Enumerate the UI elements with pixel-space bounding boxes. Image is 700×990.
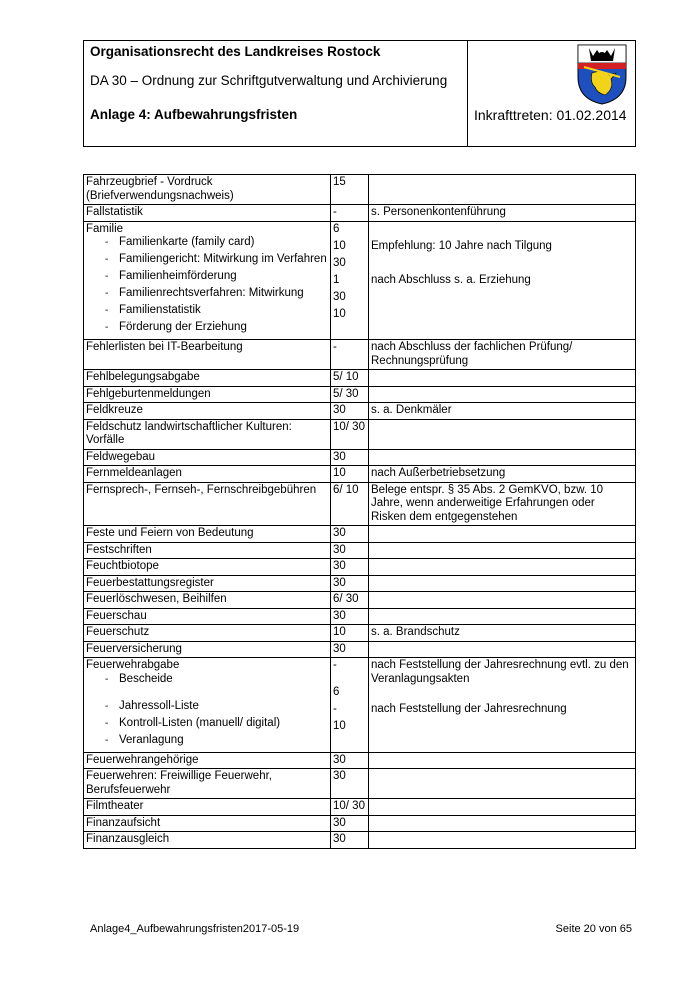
term-cell [84, 542, 331, 559]
header-divider [467, 41, 468, 146]
sub-item-note [371, 257, 633, 274]
table-row [84, 370, 636, 387]
period-text: 30 [333, 450, 346, 463]
term-text: Feuerlöschwesen, Beihilfen [86, 593, 227, 605]
period-text: 30 [333, 833, 346, 845]
note-text: nach Abschluss der fachlichen Prüfung/ Rechnungsprüfung [371, 341, 573, 367]
sub-item-period: 30 [333, 256, 346, 269]
note-text: Belege entspr. § 35 Abs. 2 GemKVO, bzw. 10 Jahre, wenn anderweitige Erfahrungen oder Risken dem entgegenstehen [371, 483, 604, 523]
note-cell [369, 542, 636, 559]
table-row [84, 832, 636, 849]
term-cell [84, 205, 331, 222]
note-cell [369, 221, 636, 340]
term-text: Feuerschutz [86, 626, 150, 638]
term-cell [84, 799, 331, 816]
term-text: Feldkreuze [86, 404, 143, 416]
sub-item-note [371, 308, 633, 325]
term-text: Fallstatistik [86, 206, 143, 218]
period-cell [331, 526, 369, 543]
sub-item-period: 6 [333, 222, 340, 235]
note-cell [369, 466, 636, 483]
sub-item [86, 270, 328, 287]
period-cell [331, 386, 369, 403]
period-cell [331, 542, 369, 559]
table-row [84, 340, 636, 370]
footer-page-number: Seite 20 von 65 [555, 923, 632, 935]
sub-item [86, 700, 328, 717]
sub-item [86, 717, 328, 734]
table-row [84, 526, 636, 543]
table-row [84, 608, 636, 625]
sub-item-note [371, 291, 633, 308]
term-text: Feldwegebau [86, 450, 156, 463]
term-cell [84, 221, 331, 340]
note-cell [369, 625, 636, 642]
period-text: 30 [333, 753, 346, 766]
period-text: 30 [333, 560, 346, 572]
term-text: Finanzausgleich [86, 833, 170, 845]
sub-item-period: 6 [333, 686, 340, 698]
sub-item [86, 236, 328, 253]
period-text: 6/ 30 [333, 593, 359, 605]
period-text: - [333, 206, 337, 218]
term-text: Feuerwehren: Freiwillige Feuerwehr, Berufsfeuerwehr [86, 770, 272, 796]
period-cell [331, 832, 369, 849]
period-text: 15 [333, 176, 346, 188]
term-text: Finanzaufsicht [86, 816, 161, 829]
header-annex: Anlage 4: Aufbewahrungsfristen [90, 107, 298, 122]
sub-item [86, 287, 328, 304]
period-cell [331, 175, 369, 205]
period-text: 30 [333, 576, 346, 589]
term-text: Fernsprech-, Fernseh-, Fernschreibgebühren [86, 483, 317, 496]
note-cell [369, 419, 636, 449]
period-text: 10/ 30 [333, 420, 365, 433]
period-cell [331, 449, 369, 466]
note-cell [369, 641, 636, 658]
sub-item [86, 734, 328, 751]
sub-item-term: Familienstatistik [119, 304, 201, 316]
term-cell [84, 386, 331, 403]
table-row [84, 769, 636, 799]
note-cell [369, 482, 636, 526]
period-text: 10 [333, 467, 346, 479]
period-text: 10 [333, 626, 346, 638]
term-cell [84, 658, 331, 753]
period-text: 30 [333, 609, 346, 622]
table-row [84, 466, 636, 483]
sub-item-period: - [333, 703, 337, 715]
sub-item [86, 253, 328, 270]
sub-item-term: Familiengericht: Mitwirkung im Verfahren [119, 253, 327, 265]
period-cell [331, 592, 369, 609]
sub-item-term: Jahressoll-Liste [119, 699, 199, 712]
sub-item-term: Familienrechtsverfahren: Mitwirkung [119, 287, 304, 299]
effective-date: Inkrafttreten: 01.02.2014 [474, 107, 627, 123]
table-row [84, 449, 636, 466]
note-cell [369, 403, 636, 420]
term-cell [84, 403, 331, 420]
sub-item-note: nach Feststellung der Jahresrechnung [371, 703, 567, 715]
period-cell [331, 403, 369, 420]
term-cell [84, 608, 331, 625]
note-cell [369, 658, 636, 753]
dash-marker: - [105, 254, 109, 265]
note-cell [369, 608, 636, 625]
header-subtitle: DA 30 – Ordnung zur Schriftgutverwaltung und Archivierung [90, 73, 448, 88]
table-row [84, 752, 636, 769]
term-cell [84, 575, 331, 592]
sub-item-note: nach Feststellung der Jahresrechnung evtl. zu den Veranlagungsakten [371, 659, 629, 685]
note-text: s. Personenkontenführung [371, 206, 506, 218]
table-row [84, 575, 636, 592]
term-cell [84, 175, 331, 205]
term-cell [84, 641, 331, 658]
note-cell [369, 526, 636, 543]
term-text: Familie [86, 222, 124, 235]
term-text: Feuerbestattungsregister [86, 576, 214, 589]
sub-item [86, 673, 328, 700]
period-cell [331, 340, 369, 370]
sub-item-note [371, 686, 633, 703]
period-text: 10/ 30 [333, 800, 365, 812]
note-cell [369, 449, 636, 466]
sub-item-period: 10 [333, 239, 346, 252]
sub-item-note: Empfehlung: 10 Jahre nach Tilgung [371, 239, 552, 252]
note-cell [369, 815, 636, 832]
term-text: Feuerwehrangehörige [86, 753, 199, 766]
note-cell [369, 575, 636, 592]
term-cell [84, 482, 331, 526]
period-cell [331, 752, 369, 769]
sub-item-term: Förderung der Erziehung [119, 321, 247, 333]
note-text: s. a. Brandschutz [371, 626, 460, 638]
term-text: Fernmeldeanlagen [86, 467, 182, 479]
period-cell [331, 575, 369, 592]
table-row [84, 625, 636, 642]
period-cell [331, 799, 369, 816]
period-cell [331, 419, 369, 449]
term-cell [84, 625, 331, 642]
table-row [84, 403, 636, 420]
note-cell [369, 832, 636, 849]
term-text: Feste und Feiern von Bedeutung [86, 527, 254, 539]
period-cell [331, 221, 369, 340]
period-cell [331, 205, 369, 222]
note-cell [369, 340, 636, 370]
dash-marker: - [105, 322, 109, 333]
term-cell [84, 815, 331, 832]
period-text: 30 [333, 816, 346, 829]
term-cell [84, 752, 331, 769]
period-text: 5/ 30 [333, 387, 359, 400]
table-row [84, 482, 636, 526]
term-text: Festschriften [86, 543, 152, 556]
term-cell [84, 592, 331, 609]
period-text: 30 [333, 642, 346, 655]
period-text: - [333, 341, 337, 353]
sub-item-term: Bescheide [119, 672, 173, 685]
sub-item-period: - [333, 659, 337, 671]
table-row [84, 658, 636, 753]
term-text: Fehlgeburtenmeldungen [86, 387, 211, 400]
sub-item [86, 304, 328, 321]
note-cell [369, 386, 636, 403]
table-row [84, 386, 636, 403]
table-row [84, 592, 636, 609]
table-row [84, 205, 636, 222]
sub-item-period: 10 [333, 720, 346, 732]
dash-marker: - [105, 271, 109, 282]
note-cell [369, 175, 636, 205]
table-row [84, 641, 636, 658]
table-row [84, 799, 636, 816]
dash-marker: - [105, 288, 109, 299]
note-cell [369, 205, 636, 222]
sub-item-period: 1 [333, 273, 340, 286]
period-cell [331, 815, 369, 832]
table-row [84, 175, 636, 205]
period-cell [331, 559, 369, 576]
term-cell [84, 769, 331, 799]
note-text: s. a. Denkmäler [371, 404, 452, 416]
term-text: Feuerwehrabgabe [86, 659, 180, 671]
period-cell [331, 466, 369, 483]
document-header [83, 40, 636, 147]
note-cell [369, 592, 636, 609]
table-row [84, 419, 636, 449]
header-title: Organisationsrecht des Landkreises Rostock [90, 44, 381, 59]
sub-item-period: 10 [333, 307, 346, 320]
term-cell [84, 419, 331, 449]
table-row [84, 542, 636, 559]
sub-item-term: Veranlagung [119, 733, 184, 746]
sub-item-note [371, 223, 633, 240]
term-text: Filmtheater [86, 800, 144, 812]
period-cell [331, 769, 369, 799]
period-text: 30 [333, 770, 346, 782]
footer-filename: Anlage4_Aufbewahrungsfristen2017-05-19 [90, 923, 300, 935]
sub-item-period: 30 [333, 290, 346, 303]
sub-item-term: Kontroll-Listen (manuell/ digital) [119, 716, 281, 729]
term-text: Feuerschau [86, 609, 147, 622]
period-text: 5/ 10 [333, 371, 359, 383]
dash-marker: - [105, 717, 109, 729]
note-cell [369, 769, 636, 799]
note-cell [369, 752, 636, 769]
sub-item-term: Familienheimförderung [119, 270, 237, 282]
term-text: Fehlerlisten bei IT-Bearbeitung [86, 341, 243, 353]
term-cell [84, 466, 331, 483]
sub-item-note: nach Abschluss s. a. Erziehung [371, 273, 531, 286]
dash-marker: - [105, 305, 109, 316]
term-text: Fehlbelegungsabgabe [86, 371, 200, 383]
note-text: nach Außerbetriebsetzung [371, 467, 506, 479]
dash-marker: - [105, 673, 109, 685]
table-row [84, 815, 636, 832]
note-cell [369, 370, 636, 387]
period-text: 30 [333, 527, 346, 539]
period-text: 30 [333, 543, 346, 556]
dash-marker: - [105, 734, 109, 746]
term-text: Feuchtbiotope [86, 560, 159, 572]
term-text: Feuerversicherung [86, 642, 182, 655]
term-cell [84, 340, 331, 370]
term-cell [84, 449, 331, 466]
term-text: Fahrzeugbrief - Vordruck (Briefverwendungsnachweis) [86, 176, 234, 202]
period-text: 6/ 10 [333, 483, 359, 496]
period-cell [331, 370, 369, 387]
retention-table [83, 174, 636, 849]
term-cell [84, 832, 331, 849]
note-cell [369, 799, 636, 816]
period-cell [331, 608, 369, 625]
sub-item-note [371, 720, 633, 737]
period-text: 30 [333, 404, 346, 416]
table-row [84, 559, 636, 576]
dash-marker: - [105, 700, 109, 712]
sub-item [86, 321, 328, 338]
note-cell [369, 559, 636, 576]
period-cell [331, 658, 369, 753]
term-cell [84, 559, 331, 576]
term-cell [84, 370, 331, 387]
period-cell [331, 625, 369, 642]
coat-of-arms-icon [576, 43, 628, 105]
term-cell [84, 526, 331, 543]
table-row [84, 221, 636, 340]
period-cell [331, 482, 369, 526]
term-text: Feldschutz landwirtschaftlicher Kulturen: Vorfälle [86, 420, 292, 446]
dash-marker: - [105, 237, 109, 248]
sub-item-term: Familienkarte (family card) [119, 236, 255, 248]
period-cell [331, 641, 369, 658]
